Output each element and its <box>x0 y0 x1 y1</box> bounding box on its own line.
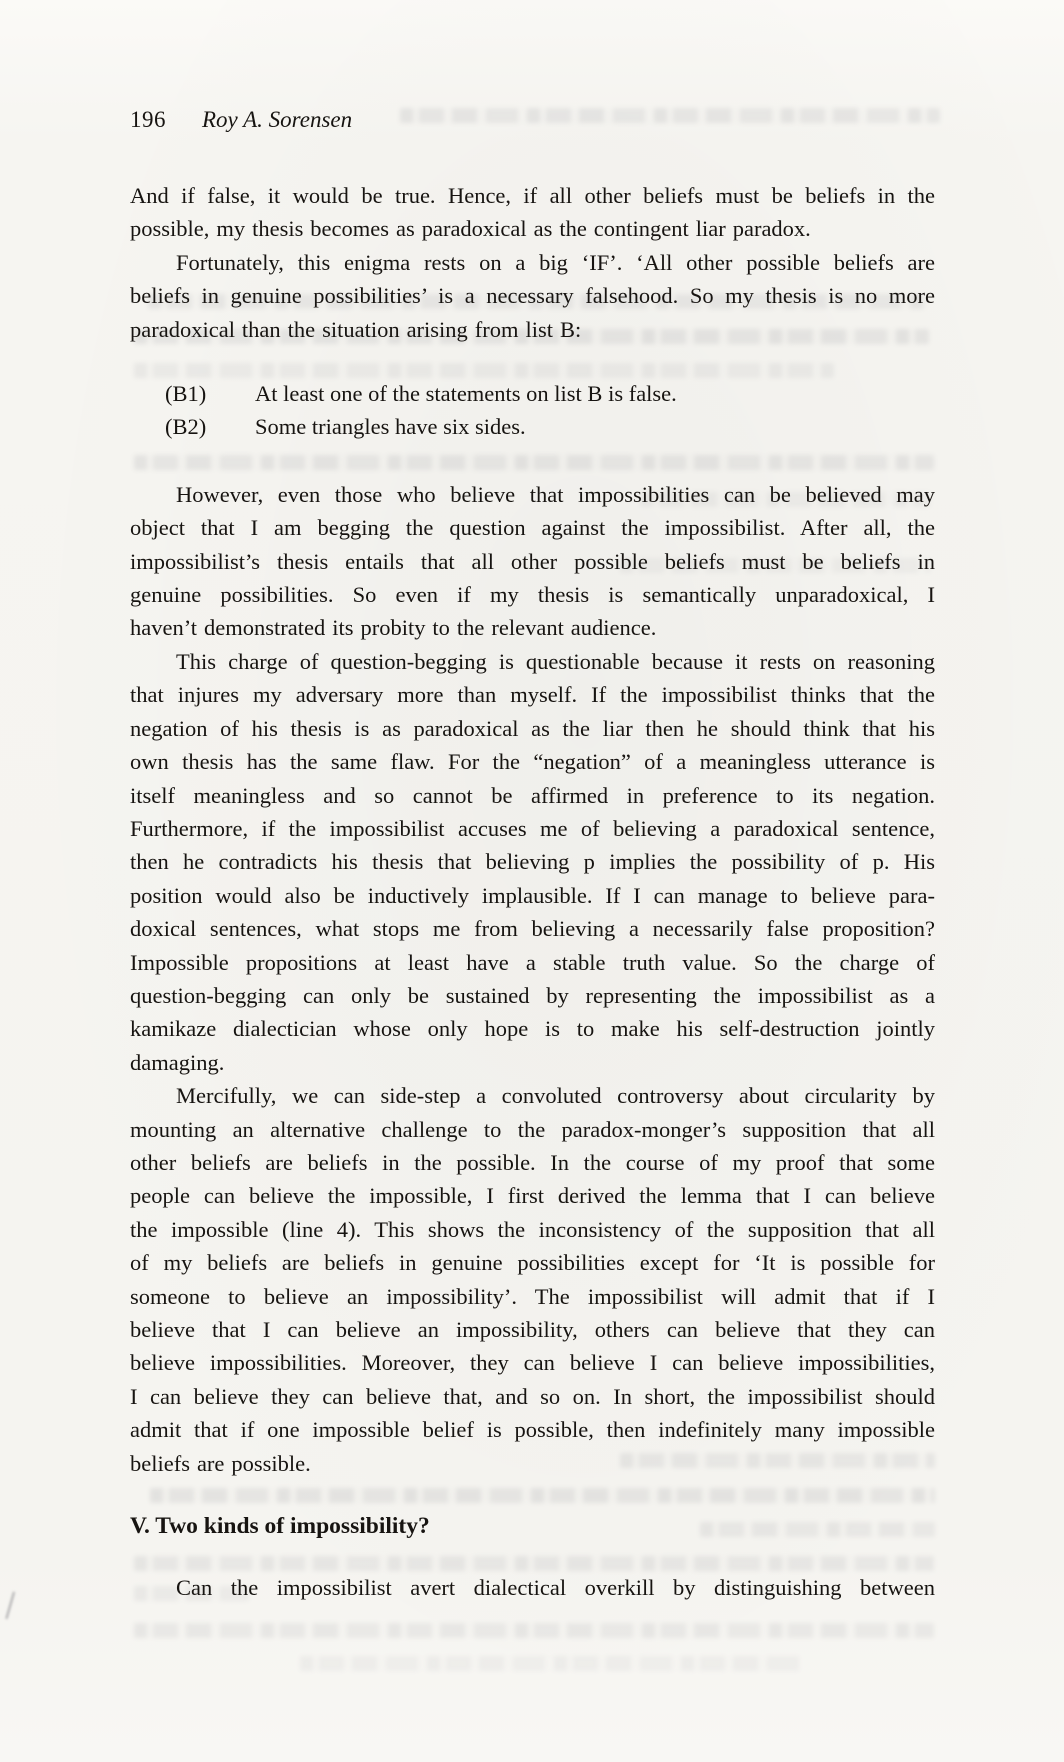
text-line: Mercifully, we can side-step a convoluted controversy about circularity by <box>176 1083 935 1109</box>
text-line: Fortunately, this enigma rests on a big ‘IF’. ‘All other possible beliefs are <box>176 249 935 275</box>
text-line: position would also be inductively implausible. If I can manage to believe para- <box>130 882 935 908</box>
text-line: And if false, it would be true. Hence, if all other beliefs must be beliefs in the <box>130 183 935 208</box>
list-item-text: Some triangles have six sides. <box>255 414 526 440</box>
page-number: 196 <box>130 107 166 132</box>
section-heading: V. Two kinds of impossibility? <box>130 1513 430 1540</box>
text-line: Can the impossibilist avert dialectical overkill by distinguishing between <box>176 1575 935 1601</box>
paragraph <box>130 478 935 645</box>
paragraph <box>130 645 935 1079</box>
text-line: However, even those who believe that impossibilities can be believed may <box>176 481 935 507</box>
text-line: the impossible (line 4). This shows the inconsistency of the supposition that all <box>130 1216 935 1242</box>
statement-list <box>130 377 935 444</box>
list-item-label: (B1) <box>165 381 207 407</box>
paragraph <box>130 179 935 246</box>
text-line: Furthermore, if the impossibilist accuses me of believing a paradoxical sentence, <box>130 815 935 841</box>
text-line: then he contradicts his thesis that believing p implies the possibility of p. His <box>130 849 935 875</box>
text-line: impossibilist’s thesis entails that all other possible beliefs must be beliefs in <box>130 548 935 574</box>
text-line: negation of his thesis is as paradoxical as the liar then he should think that his <box>130 715 935 741</box>
text-line: question-begging can only be sustained by representing the impossibilist as a <box>130 982 935 1008</box>
list-item <box>130 410 935 443</box>
text-line: This charge of question-begging is questionable because it rests on reasoning <box>176 648 935 674</box>
page-header <box>130 103 935 136</box>
text-line: admit that if one impossible belief is possible, then indefinitely many impossible <box>130 1417 935 1443</box>
text-line: paradoxical than the situation arising from list B: <box>130 316 582 342</box>
text-line: Impossible propositions at least have a stable truth value. So the charge of <box>130 949 935 975</box>
text-line: doxical sentences, what stops me from believing a necessarily false proposition? <box>130 916 935 942</box>
text-line: believe that I can believe an impossibility, others can believe that they can <box>130 1317 935 1342</box>
text-line: I can believe they can believe that, and so on. In short, the impossibilist should <box>130 1383 935 1409</box>
text-line: possible, my thesis becomes as paradoxical as the contingent liar paradox. <box>130 216 811 242</box>
text-line: mounting an alternative challenge to the paradox-monger’s supposition that all <box>130 1116 935 1142</box>
text-line: people can believe the impossible, I first derived the lemma that I can believe <box>130 1183 935 1209</box>
text-line: object that I am begging the question against the impossibilist. After all, the <box>130 515 935 541</box>
paragraph <box>130 1571 935 1604</box>
text-line: of my beliefs are beliefs in genuine possibilities except for ‘It is possible for <box>130 1250 935 1276</box>
text-line: own thesis has the same flaw. For the “negation” of a meaningless utterance is <box>130 749 935 775</box>
text-line: genuine possibilities. So even if my thesis is semantically unparadoxical, I <box>130 582 935 608</box>
text-line: damaging. <box>130 1049 225 1075</box>
text-line: other beliefs are beliefs in the possible. In the course of my proof that some <box>130 1149 935 1175</box>
paragraph <box>130 246 935 346</box>
list-item-text: At least one of the statements on list B is false. <box>255 381 677 407</box>
text-line: beliefs in genuine possibilities’ is a necessary falsehood. So my thesis is no more <box>130 283 935 309</box>
text-line: kamikaze dialectician whose only hope is to make his self-destruction jointly <box>130 1016 935 1042</box>
page-body <box>130 179 935 1605</box>
list-item-label: (B2) <box>165 414 207 440</box>
text-line: beliefs are possible. <box>130 1450 311 1476</box>
text-line: believe impossibilities. Moreover, they can believe I can believe impossibilities, <box>130 1350 935 1376</box>
bleed-through-artifact <box>134 1623 934 1638</box>
paragraph <box>130 1079 935 1480</box>
running-head-author: Roy A. Sorensen <box>202 107 353 132</box>
list-item <box>130 377 935 410</box>
text-line: itself meaningless and so cannot be affirmed in preference to its negation. <box>130 782 935 808</box>
text-line: that injures my adversary more than myself. If the impossibilist thinks that the <box>130 682 935 708</box>
page-edge-mark <box>5 1592 26 1623</box>
text-line: haven’t demonstrated its probity to the relevant audience. <box>130 615 657 641</box>
text-line: someone to believe an impossibility’. The impossibilist will admit that if I <box>130 1283 935 1309</box>
bleed-through-artifact <box>300 1656 800 1671</box>
